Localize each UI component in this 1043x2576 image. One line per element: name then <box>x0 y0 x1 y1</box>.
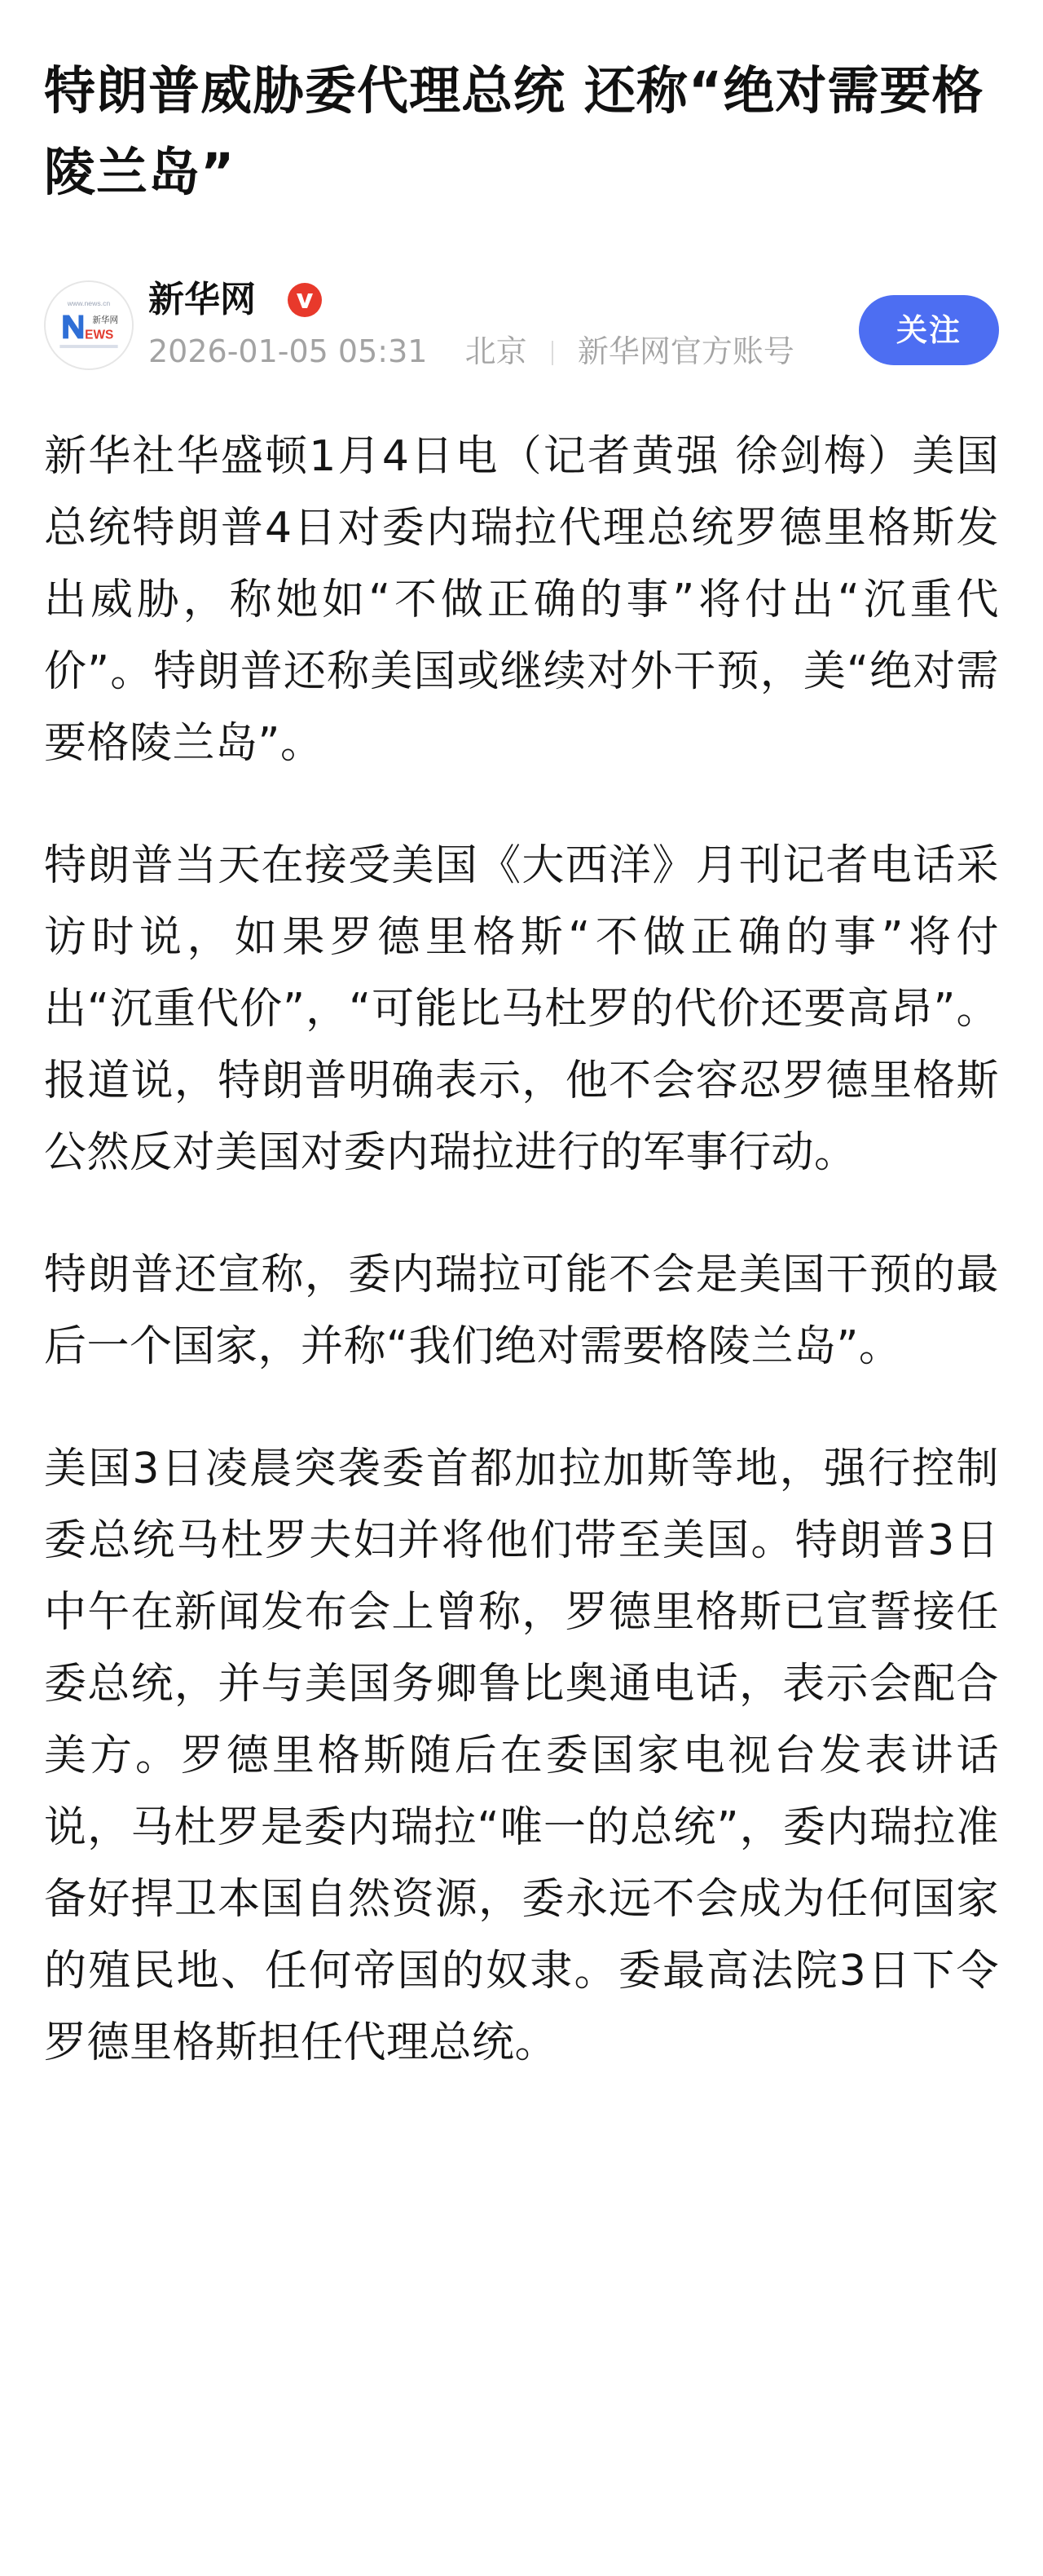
author-bar <box>44 277 999 375</box>
publish-location: 北京 <box>464 333 527 369</box>
author-avatar[interactable] <box>44 280 134 370</box>
article-paragraph: 新华社华盛顿1月4日电（记者黄强 徐剑梅）美国总统特朗普4日对委内瑞拉代理总统罗德里格斯发出威胁，称她如“不做正确的事”将付出“沉重代价”。特朗普还称美国或继续对外干预，美“绝对需要格陵兰岛”。 <box>44 432 999 768</box>
article-paragraph: 美国3日凌晨突袭委首都加拉加斯等地，强行控制委总统马杜罗夫妇并将他们带至美国。特朗普3日中午在新闻发布会上曾称，罗德里格斯已宣誓接任委总统，并与美国务卿鲁比奥通电话，表示会配合美方。罗德里格斯随后在委国家电视台发表讲话说，马杜罗是委内瑞拉“唯一的总统”，委内瑞拉准备好捍卫本国自然资源，委永远不会成为任何国家的殖民地、任何帝国的奴隶。委最高法院3日下令罗德里格斯担任代理总统。 <box>44 1445 999 2067</box>
publish-datetime: 2026-01-05 05:31 <box>148 333 428 369</box>
author-name[interactable]: 新华网 <box>148 279 256 320</box>
avatar-name-text: 新华网 <box>92 315 119 326</box>
article-meta <box>148 331 794 372</box>
svg-text:EWS: EWS <box>85 328 114 342</box>
article-body <box>44 421 999 2129</box>
article-title: 特朗普威胁委代理总统 还称“绝对需要格陵兰岛” <box>44 61 984 202</box>
account-type: 新华网官方账号 <box>577 333 794 369</box>
xinhua-news-logo-icon <box>46 282 132 368</box>
meta-divider <box>552 341 553 365</box>
avatar-site-text: www.news.cn <box>67 298 111 307</box>
article-paragraph: 特朗普还宣称，委内瑞拉可能不会是美国干预的最后一个国家，并称“我们绝对需要格陵兰岛”。 <box>44 1251 999 1371</box>
article-paragraph: 特朗普当天在接受美国《大西洋》月刊记者电话采访时说，如果罗德里格斯“不做正确的事”将付出“沉重代价”，“可能比马杜罗的代价还要高昂”。报道说，特朗普明确表示，他不会容忍罗德里格斯公然反对美国对委内瑞拉进行的军事行动。 <box>44 841 999 1177</box>
follow-button[interactable]: 关注 <box>859 295 999 365</box>
verified-badge-icon <box>287 282 323 318</box>
